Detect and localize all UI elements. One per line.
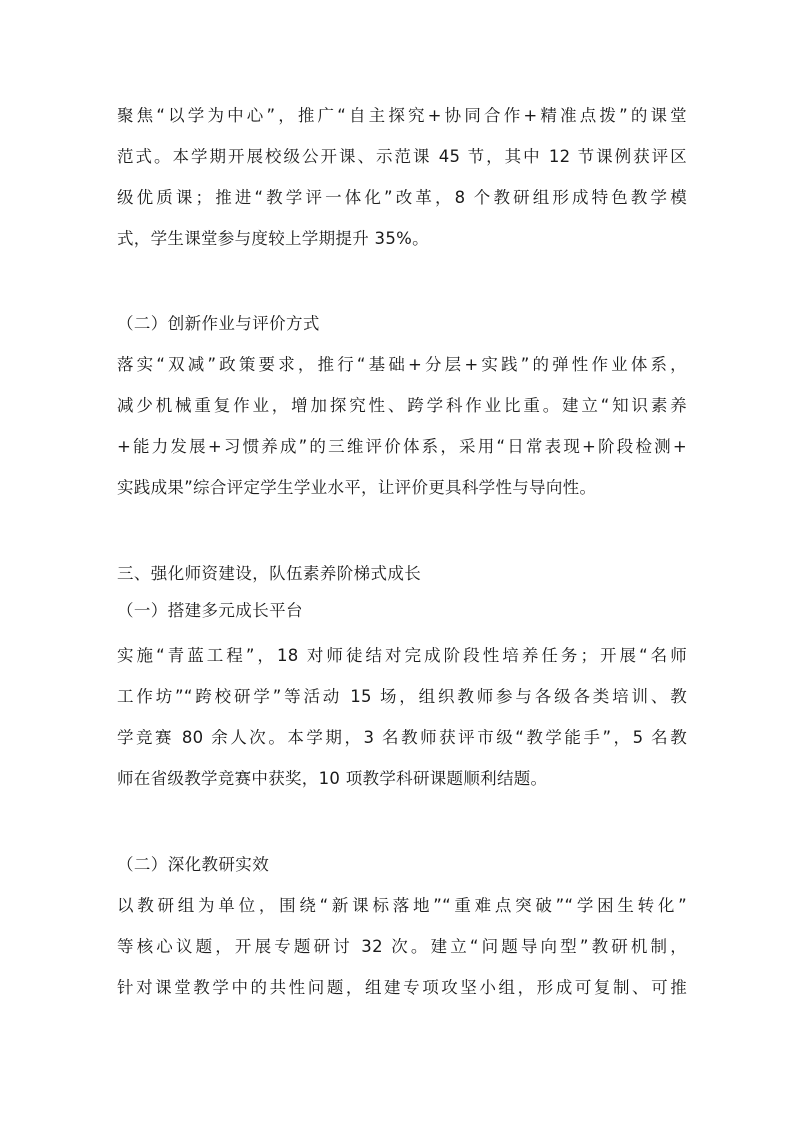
subsection-heading: （二）创新作业与评价方式	[117, 314, 320, 333]
subsection-heading: （一）搭建多元成长平台	[117, 601, 303, 620]
paragraph-line: 减少机械重复作业，增加探究性、跨学科作业比重。建立“知识素养	[117, 396, 687, 415]
paragraph-line: 聚焦“以学为中心”，推广“自主探究+协同合作+精准点拨”的课堂	[117, 106, 687, 125]
paragraph-line: 级优质课；推进“教学评一体化”改革，8 个教研组形成特色教学模	[117, 188, 687, 207]
paragraph-line: 范式。本学期开展校级公开课、示范课 45 节，其中 12 节课例获评区	[117, 147, 687, 166]
paragraph-line: 等核心议题，开展专题研讨 32 次。建立“问题导向型”教研机制，	[117, 937, 687, 956]
paragraph-line: 式，学生课堂参与度较上学期提升 35%。	[117, 229, 429, 248]
paragraph-line: 师在省级教学竞赛中获奖，10 项教学科研课题顺利结题。	[117, 769, 548, 788]
paragraph-line: +能力发展+习惯养成”的三维评价体系，采用“日常表现+阶段检测+	[117, 437, 687, 456]
subsection-heading: （二）深化教研实效	[117, 855, 270, 874]
paragraph-line: 工作坊”“跨校研学”等活动 15 场，组织教师参与各级各类培训、教	[117, 687, 687, 706]
paragraph-line: 实践成果”综合评定学生学业水平，让评价更具科学性与导向性。	[117, 478, 597, 497]
paragraph-line: 针对课堂教学中的共性问题，组建专项攻坚小组，形成可复制、可推	[117, 978, 687, 997]
paragraph-line: 实施“青蓝工程”，18 对师徒结对完成阶段性培养任务；开展“名师	[117, 646, 687, 665]
section-heading: 三、强化师资建设，队伍素养阶梯式成长	[117, 564, 422, 583]
paragraph-line: 落实“双减”政策要求，推行“基础+分层+实践”的弹性作业体系，	[117, 355, 687, 374]
paragraph-line: 学竞赛 80 余人次。本学期，3 名教师获评市级“教学能手”，5 名教	[117, 728, 687, 747]
paragraph-line: 以教研组为单位，围绕“新课标落地”“重难点突破”“学困生转化”	[117, 896, 687, 915]
